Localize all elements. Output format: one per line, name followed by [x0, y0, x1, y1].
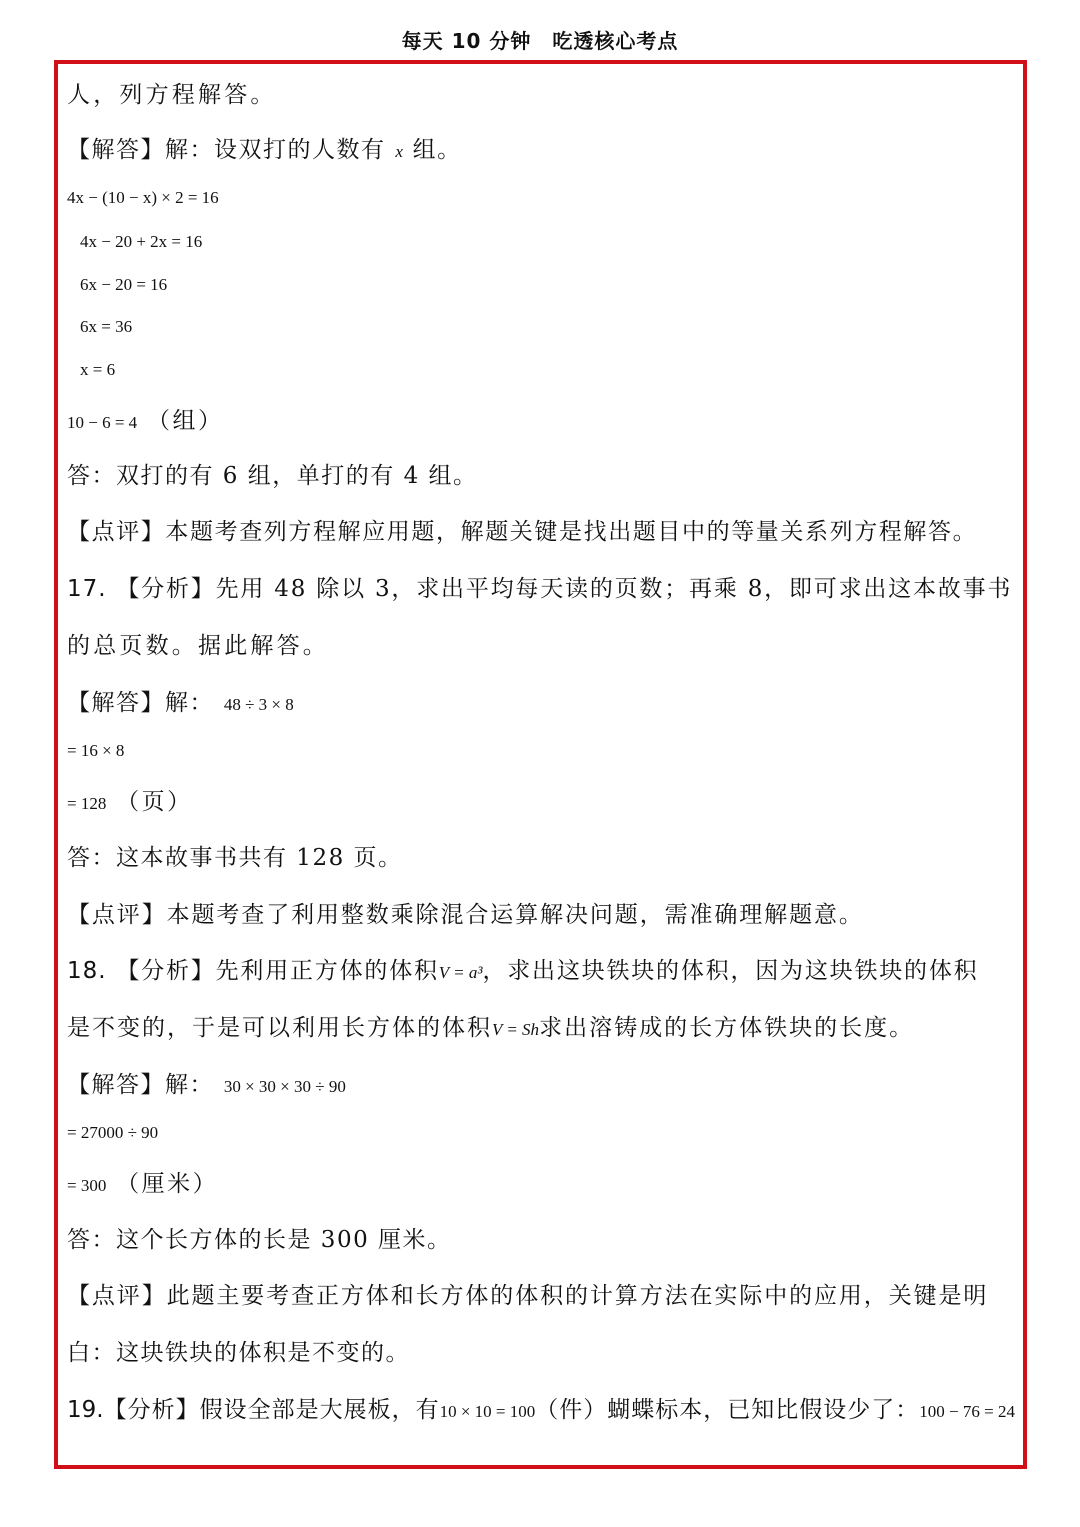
q16-problem-tail: 人，列方程解答。	[67, 82, 277, 108]
q19-calc-1: 10 × 10 = 100	[439, 1402, 536, 1421]
q17-analysis-text-1: 【分析】先用 48 除以 3，求出平均每天读的页数；再乘 8，即可求出这本故事书	[116, 576, 1013, 602]
q17-comment: 【点评】本题考查了利用整数乘除混合运算解决问题，需准确理解题意。	[67, 902, 864, 928]
q19-analysis-line	[67, 1392, 1015, 1430]
q18-expression-2: = 27000 ÷ 90	[67, 1123, 159, 1142]
q18-answer: 答：这个长方体的长是 300 厘米。	[67, 1227, 452, 1253]
q16-equation-3: 6x − 20 = 16	[80, 275, 168, 294]
q17-expression-2: = 16 × 8	[67, 741, 125, 760]
q18-solve-label: 【解答】解：	[67, 1072, 214, 1098]
q18-result-unit: （厘米）	[116, 1171, 219, 1197]
q16-equation-4: 6x = 36	[80, 317, 133, 336]
q16-equation-5: x = 6	[80, 360, 116, 379]
q16-calc-line	[67, 403, 224, 441]
q19-calc-2: 100 − 76 = 24	[919, 1402, 1015, 1421]
q17-analysis-line-1	[67, 571, 1012, 607]
q18-formula-cube-volume: V = a³	[438, 963, 483, 982]
q16-solve-label: 【解答】解：设双打的人数有	[67, 137, 386, 163]
q17-expression-3: = 128	[67, 794, 107, 813]
q16-calc: 10 − 6 = 4	[67, 413, 138, 432]
q17-result-line	[67, 784, 193, 822]
q18-analysis-text-1a: 【分析】先利用正方体的体积	[116, 958, 439, 984]
q16-answer: 答：双打的有 6 组，单打的有 4 组。	[67, 463, 478, 489]
q16-variable: x	[395, 142, 403, 161]
q18-expression-3: = 300	[67, 1176, 107, 1195]
q18-comment-line-1: 【点评】此题主要考查正方体和长方体的体积的计算方法在实际中的应用，关键是明	[67, 1283, 989, 1309]
q18-analysis-line-2	[67, 1010, 914, 1048]
q17-number: 17.	[67, 576, 107, 602]
q17-solve-line	[67, 685, 294, 723]
q16-solve-line	[67, 132, 462, 170]
q19-analysis-text-b: （件）蝴蝶标本，已知比假设少了：	[535, 1397, 920, 1423]
q16-comment: 【点评】本题考查列方程解应用题，解题关键是找出题目中的等量关系列方程解答。	[67, 519, 978, 545]
q18-solve-line	[67, 1067, 346, 1105]
q18-comment-line-2: 白：这块铁块的体积是不变的。	[67, 1340, 410, 1366]
q16-calc-unit: （组）	[147, 408, 224, 434]
q18-number: 18.	[67, 958, 107, 984]
q18-analysis-line-1	[67, 953, 978, 991]
q17-result-unit: （页）	[116, 789, 193, 815]
q16-solve-unit: 组。	[412, 137, 462, 163]
q16-equation-1: 4x − (10 − x) × 2 = 16	[67, 188, 219, 207]
q17-solve-label: 【解答】解：	[67, 690, 214, 716]
q18-analysis-text-2b: 求出溶铸成的长方体铁块的长度。	[539, 1015, 915, 1041]
q16-equation-2: 4x − 20 + 2x = 16	[80, 232, 203, 251]
q18-expression-1: 30 × 30 × 30 ÷ 90	[223, 1077, 346, 1096]
q18-formula-cuboid-volume: V = Sh	[492, 1020, 540, 1039]
q19-number: 19.	[67, 1397, 104, 1423]
q18-analysis-text-2a: 是不变的，于是可以利用长方体的体积	[67, 1015, 492, 1041]
q18-analysis-text-1b: ，求出这块铁块的体积，因为这块铁块的体积	[482, 958, 979, 984]
q17-answer: 答：这本故事书共有 128 页。	[67, 845, 403, 871]
q17-analysis-line-2: 的总页数。据此解答。	[67, 633, 329, 659]
q18-result-line	[67, 1166, 218, 1204]
q17-expression-1: 48 ÷ 3 × 8	[223, 695, 294, 714]
q19-analysis-text-a: 【分析】假设全部是大展板，有	[103, 1397, 440, 1423]
page-header-title: 每天 10 分钟 吃透核心考点	[401, 29, 679, 53]
